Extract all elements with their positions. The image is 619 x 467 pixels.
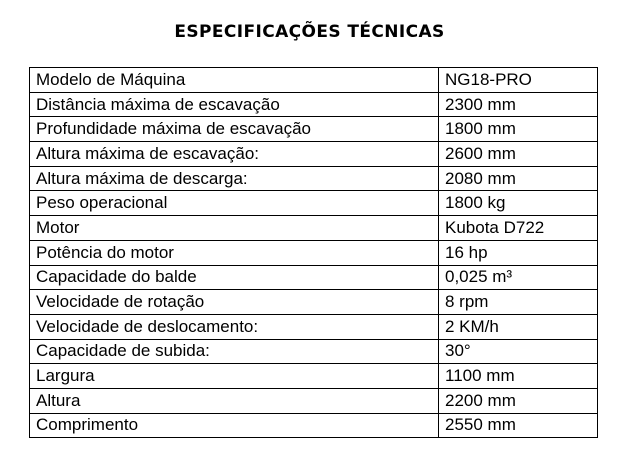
table-row [30,166,598,191]
table-row [30,92,598,117]
table-row [30,117,598,142]
spec-value: Kubota D722 [439,216,598,241]
spec-label: Peso operacional [30,191,439,216]
spec-value: 2300 mm [439,92,598,117]
spec-label: Comprimento [30,413,439,438]
table-row [30,413,598,438]
spec-label: Potência do motor [30,240,439,265]
table-row [30,240,598,265]
spec-value: 2200 mm [439,388,598,413]
table-row [30,142,598,167]
spec-label: Motor [30,216,439,241]
table-row [30,290,598,315]
spec-label: Largura [30,364,439,389]
spec-label: Modelo de Máquina [30,68,439,93]
table-row [30,265,598,290]
spec-value: 1800 mm [439,117,598,142]
spec-value: 2600 mm [439,142,598,167]
table-row [30,364,598,389]
spec-label: Profundidade máxima de escavação [30,117,439,142]
table-row [30,191,598,216]
table-row [30,68,598,93]
spec-value: 2550 mm [439,413,598,438]
spec-value: NG18-PRO [439,68,598,93]
spec-value: 8 rpm [439,290,598,315]
spec-value: 2 KM/h [439,314,598,339]
table-row [30,388,598,413]
spec-label: Velocidade de deslocamento: [30,314,439,339]
spec-label: Capacidade de subida: [30,339,439,364]
spec-label: Altura [30,388,439,413]
spec-value: 2080 mm [439,166,598,191]
page-title: ESPECIFICAÇÕES TÉCNICAS [174,22,445,42]
spec-value: 1800 kg [439,191,598,216]
spec-value: 1100 mm [439,364,598,389]
table-row [30,339,598,364]
spec-label: Altura máxima de descarga: [30,166,439,191]
spec-label: Velocidade de rotação [30,290,439,315]
spec-label: Capacidade do balde [30,265,439,290]
table-row [30,314,598,339]
spec-label: Altura máxima de escavação: [30,142,439,167]
table-row [30,216,598,241]
spec-label: Distância máxima de escavação [30,92,439,117]
spec-value: 16 hp [439,240,598,265]
spec-value: 30° [439,339,598,364]
specifications-table [29,67,598,438]
spec-value: 0,025 m³ [439,265,598,290]
